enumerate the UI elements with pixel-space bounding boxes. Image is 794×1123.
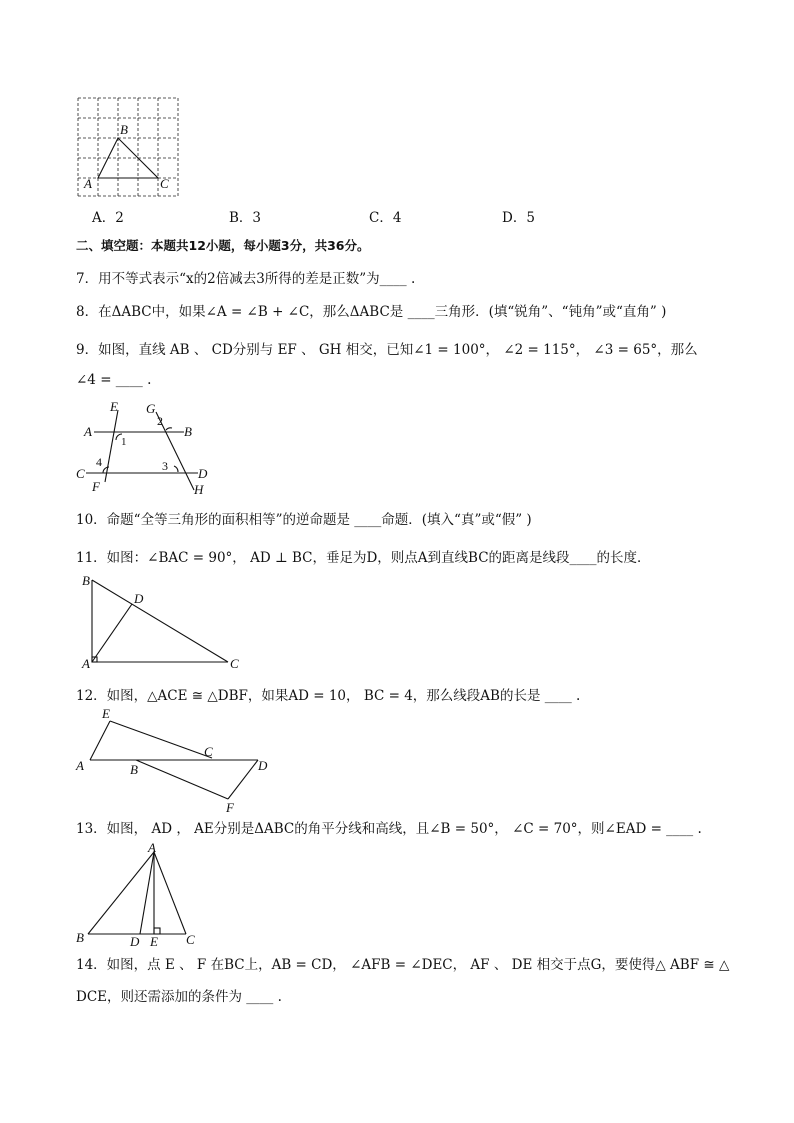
question-7: 7．用不等式表示“x的2倍减去3所得的差是正数”为____ .	[76, 271, 416, 287]
q12-label-a: A	[76, 758, 84, 773]
q6-option-c: C．4	[369, 210, 402, 226]
q12-label-e: E	[102, 706, 110, 721]
q13-label-a: A	[148, 840, 156, 855]
q12-label-f: F	[226, 800, 234, 815]
q11-figure	[76, 574, 246, 670]
q9-label-h: H	[194, 482, 204, 497]
q9-label-a: A	[84, 424, 92, 439]
question-14-line1: 14．如图，点 E 、 F 在BC上，AB = CD， ∠AFB = ∠DEC， AF 、 DE 相交于点G，要使得△ ABF ≅ △	[76, 957, 730, 973]
q12-label-b: B	[130, 762, 138, 777]
q13-label-d: D	[130, 934, 140, 949]
q6-option-a: A．2	[92, 210, 124, 226]
q13-label-e: E	[150, 934, 158, 949]
q13-label-c: C	[186, 932, 195, 947]
q6-label-b: B	[120, 122, 128, 137]
q9-label-4: 4	[96, 455, 102, 469]
q12-label-d: D	[258, 758, 268, 773]
q9-label-g: G	[146, 401, 156, 416]
q13-figure	[76, 840, 206, 948]
question-9-line1: 9．如图，直线 AB 、 CD分别与 EF 、 GH 相交，已知∠1 = 100°， ∠2 = 115°， ∠3 = 65°，那么	[76, 342, 698, 358]
q9-label-e: E	[110, 399, 118, 414]
question-10: 10．命题“全等三角形的面积相等”的逆命题是 ____命题．(填入“真”或“假” )	[76, 512, 532, 528]
q11-label-a: A	[82, 656, 90, 671]
q9-label-c: C	[76, 466, 85, 481]
question-14-line2: DCE，则还需添加的条件为 ____ .	[76, 989, 282, 1005]
q9-label-f: F	[92, 479, 100, 494]
question-13: 13．如图， AD ， AE分别是ΔABC的角平分线和高线，且∠B = 50°， ∠C = 70°，则∠EAD = ____ .	[76, 821, 702, 837]
q9-label-1: 1	[121, 436, 127, 448]
q6-option-b: B．3	[229, 210, 262, 226]
q9-label-2: 2	[157, 414, 163, 428]
question-9-line2: ∠4 = ____ .	[76, 372, 152, 388]
q6-label-a: A	[84, 176, 92, 191]
question-11: 11．如图：∠BAC = 90°， AD ⊥ BC，垂足为D，则点A到直线BC的距离是线段____的长度．	[76, 550, 651, 566]
q13-label-b: B	[76, 930, 84, 945]
q11-label-d: D	[134, 591, 144, 606]
q9-label-3: 3	[162, 459, 168, 473]
q9-figure	[76, 400, 216, 497]
question-8: 8．在ΔABC中，如果∠A = ∠B + ∠C，那么ΔABC是 ____三角形．(填“锐角”、“钝角”或“直角” )	[76, 304, 667, 320]
q9-label-d: D	[198, 466, 208, 481]
q11-label-c: C	[230, 656, 239, 671]
q6-grid-figure	[76, 96, 186, 201]
question-12: 12．如图，△ACE ≅ △DBF，如果AD = 10， BC = 4，那么线段AB的长是 ____ .	[76, 688, 581, 704]
q9-label-b: B	[184, 424, 192, 439]
q6-option-d: D．5	[502, 210, 535, 226]
q12-label-c: C	[204, 744, 213, 759]
q12-figure	[76, 706, 276, 814]
q6-label-c: C	[160, 176, 169, 191]
section-heading-fill-in: 二、填空题：本题共12小题，每小题3分，共36分。	[76, 238, 370, 253]
q11-label-b: B	[82, 573, 90, 588]
